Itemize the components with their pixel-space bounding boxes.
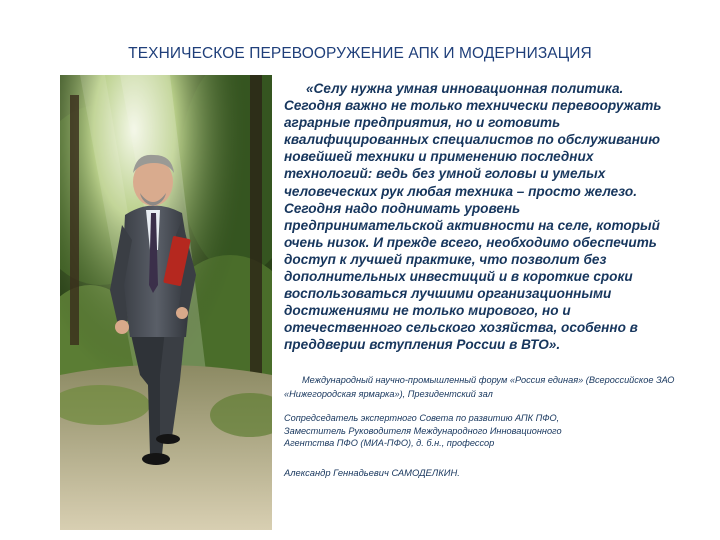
portrait-photo xyxy=(60,75,272,530)
slide-title: ТЕХНИЧЕСКОЕ ПЕРЕВООРУЖЕНИЕ АПК И МОДЕРНИЗАЦИЯ xyxy=(128,45,592,62)
portrait-photo-illustration xyxy=(60,75,272,530)
quote-text: «Селу нужна умная инновационная политика. Сегодня важно не только технически перевооружать аграрные предприятия, но и готовить квалифицированных специалистов по обслуживанию новейшей техники и применению последних технологий: ведь без умной головы и умелых человеческих рук любая техника – просто железо. Сегодня надо поднимать уровень предпринимательской активности на селе, который очень низок. И прежде всего, необходимо обеспечить доступ к лучшей практике, что позволит без дополнительных инвестиций и в короткие сроки воспользоваться лучшими организационными достижениями не только мирового, но и отечественного сельского хозяйства, особенно в преддверии вступления России в ВТО». xyxy=(284,81,662,353)
author-title-line: Агентства ПФО (МИА-ПФО), д. б.н., профессор xyxy=(284,438,495,448)
author-title-line: Заместитель Руководителя Международного Инновационного xyxy=(284,425,562,436)
author-name: Александр Геннадьевич САМОДЕЛКИН. xyxy=(284,467,460,478)
source-text: Международный научно-промышленный форум «Россия единая» (Всероссийское ЗАО «Нижегородская ярмарка»), Президентский зал xyxy=(284,375,675,399)
author-titles xyxy=(284,412,684,450)
author-title-line: Сопредседатель экспертного Совета по развитию АПК ПФО, xyxy=(284,413,560,423)
